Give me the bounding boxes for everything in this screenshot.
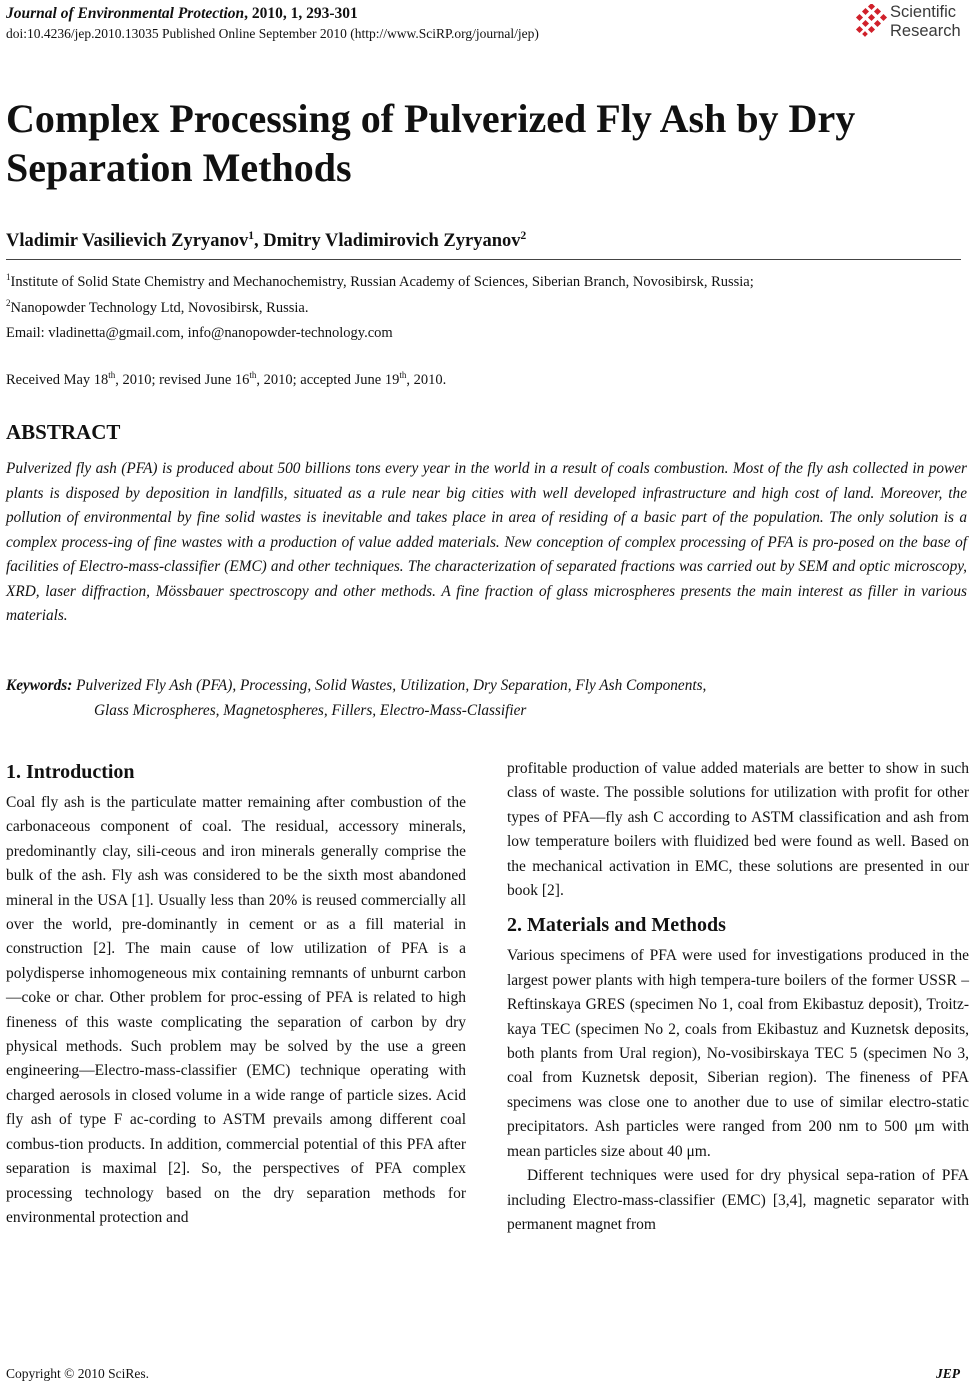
author-affiliation-mark: 2: [520, 229, 527, 242]
left-column: [6, 757, 466, 1230]
body-paragraph: Coal fly ash is the particulate matter remaining after combustion of the carbonaceous component of coal. The residual, accessory minerals, predominantly clay, sili-ceous and iron minerals generally comprise the bulk of the ash. Fly ash was considered to be the sixth most abandoned mineral in the USA [1]. Usually less than 20% is reused commercially all over the world, pre-dominantly in cement or as a fill material in construction [2]. The main cause of low utilization of PFA is a polydisperse inhomogeneous mix containing remnants of unburnt carbon—coke or char. Other problem for proc-essing of PFA is related to high fineness of this waste complicating the separation of carbon by dry physical methods. Such problem may be solved by the use a green engineering—Electro-mass-classifier (EMC) technique operating with charged aerosols in closed volume in a wide range of particle sizes. Acid fly ash of type F ac-cording to ASTM prevails among different coal combus-tion products. In addition, commercial potential of this PFA after separation is maximal [2]. So, the perspectives of PFA complex processing technology based on the dry separation methods for environmental protection and: [6, 794, 466, 1226]
paper-title: Complex Processing of Pulverized Fly Ash by Dry Separation Methods: [6, 96, 856, 190]
abstract-text: Pulverized fly ash (PFA) is produced about 500 billions tons every year in the world in a result of coals combustion. Most of the fly ash collected in power plants is disposed by deposition in landfills, situated as a rule near big cities with well developed infrastructure and high cost of land. Moreover, the pollution of environmental by fine solid wastes is inevitable and takes place in area of residing of a basic part of the population. The only solution is a complex process-ing of fine wastes with a production of value added materials. New conception of complex processing of PFA is pro-posed on the base of facilities of Electro-mass-classifier (EMC) and other techniques. The characterization of separated fractions was carried out by SEM and optic microscopy, XRD, laser diffraction, Mössbauer spectroscopy and other methods. A fine fraction of glass microspheres presents the main interest as filler in various materials.: [6, 460, 967, 624]
ordinal-suffix: th: [399, 370, 407, 381]
email-line: Email: vladinetta@gmail.com, info@nanopowder-technology.com: [6, 325, 393, 341]
journal-citation: [6, 4, 358, 23]
copyright-footer: Copyright © 2010 SciRes.: [6, 1366, 150, 1381]
received-text: Received May 18: [6, 372, 109, 388]
author-name: Vladimir Vasilievich Zyryanov: [6, 231, 249, 251]
abstract-heading: ABSTRACT: [6, 420, 121, 444]
date-end-text: , 2010.: [406, 372, 447, 388]
section-heading-introduction: 1. Introduction: [6, 761, 135, 783]
doi-line: doi:10.4236/jep.2010.13035 Published Online September 2010 (http://www.SciRP.org/journal/jep): [6, 26, 539, 41]
author-separator: ,: [253, 231, 264, 251]
title-divider: [6, 259, 961, 260]
keywords-line-1: Pulverized Fly Ash (PFA), Processing, Solid Wastes, Utilization, Dry Separation, Fly Ash Components,: [76, 677, 707, 694]
affiliation-text: Institute of Solid State Chemistry and Mechanochemistry, Russian Academy of Sciences, Siberian Branch, Novosibirsk, Russia;: [10, 274, 754, 290]
scientific-research-logo: [854, 2, 970, 44]
affiliation-mark: 2: [6, 298, 11, 309]
keywords: [6, 674, 967, 723]
body-paragraph: profitable production of value added materials are better to show in such class of waste. The possible solutions for utilization with profit for other types of PFA—fly ash C according to ASTM classification and ash from low temperature boilers with fluidized bed were found as well. Based on the mechanical activation in EMC, these solutions are presented in our book [2].: [507, 760, 969, 900]
affiliation-1: [6, 273, 754, 292]
author-affiliation-mark: 1: [248, 229, 254, 242]
body-paragraph: Different techniques were used for dry physical sepa-ration of PFA including Electro-mass-classifier (EMC) [3,4], magnetic separator with permanent magnet from: [507, 1167, 969, 1233]
publisher-logo-icon: [854, 4, 888, 38]
ordinal-suffix: th: [249, 370, 257, 381]
journal-abbreviation-footer: JEP: [935, 1366, 960, 1381]
journal-name: Journal of Environmental Protection: [6, 5, 245, 22]
ordinal-suffix: th: [108, 370, 116, 381]
accepted-text: , 2010; accepted June 19: [256, 372, 400, 388]
body-paragraph: Various specimens of PFA were used for investigations produced in the largest power plants with high tempera-ture boilers of the former USSR – Reftinskaya GRES (specimen No 1, coal from Ekibastuz deposit), Troitz-kaya TEC (specimen No 2, coals from Ekibastuz and Kuznetsk deposits, both plants from Ural region), No-vosibirskaya TEC 5 (specimen No 3, coal from Kuznetsk deposit, Siberian region). The fineness of PFA specimens was close one to another due to use of similar electro-static precipitators. Ash particles were ranged from 200 nm to 500 μm with mean particles size about 40 μm.: [507, 947, 969, 1160]
logo-word-research: Research: [890, 22, 961, 40]
keywords-label: Keywords:: [6, 677, 73, 694]
journal-volume: , 2010, 1, 293-301: [244, 5, 358, 22]
logo-word-scientific: Scientific: [890, 3, 957, 21]
keywords-line-2: Glass Microspheres, Magnetospheres, Fillers, Electro-Mass-Classifier: [94, 701, 527, 719]
right-column: [507, 757, 969, 1237]
affiliation-mark: 1: [6, 272, 11, 283]
section-heading-materials-methods: 2. Materials and Methods: [507, 914, 726, 937]
author-line: [6, 229, 526, 253]
revised-text: , 2010; revised June 16: [115, 372, 250, 388]
affiliation-text: Nanopowder Technology Ltd, Novosibirsk, Russia.: [10, 300, 309, 316]
received-dates: [6, 371, 446, 390]
affiliation-2: [6, 299, 308, 318]
author-name: Dmitry Vladimirovich Zyryanov: [263, 231, 521, 251]
